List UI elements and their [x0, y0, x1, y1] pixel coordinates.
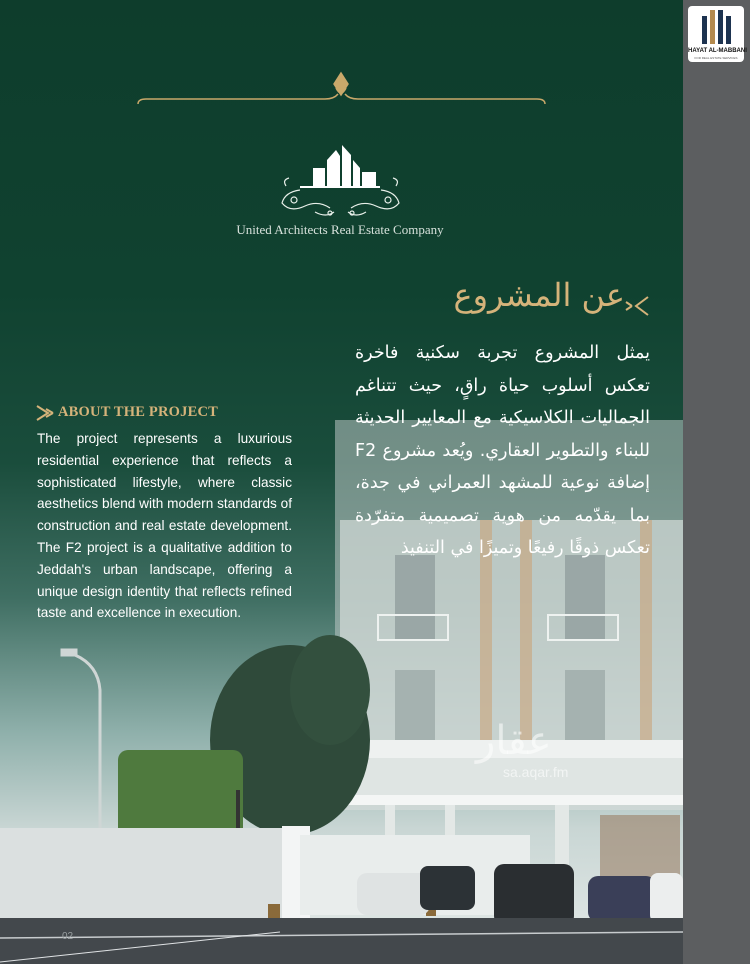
page-number: 02 [62, 931, 74, 942]
arabic-section-title: عن المشروع [453, 276, 625, 314]
gold-arrow-icon [626, 297, 648, 315]
brand-logo [688, 6, 747, 62]
watermark-arabic: عقار [476, 718, 552, 764]
logo-text: HAYAT AL-MABBANI [688, 48, 747, 54]
english-section-title: ABOUT THE PROJECT [58, 404, 218, 420]
arabic-section-body: يمثل المشروع تجربة سكنية فاخرة تعكس أسلوب حياة راقٍ، حيث تتناغم الجماليات الكلاسيكية مع المعايير الحديثة للبناء والتطوير العقاري. ويُعد مشروع F2 إضافة نوعية للمشهد العمراني في جدة، بما يقدّمه من هوية تصميمية متفرّدة تعكس ذوقًا رفيعًا وتميزًا في التنفيذ [355, 343, 650, 558]
company-name: United Architects Real Estate Company [236, 222, 444, 237]
side-panel [683, 0, 750, 964]
building-logo-icon [688, 6, 744, 50]
logo-flourish [282, 178, 399, 215]
gold-arrow-icon [37, 406, 53, 420]
top-ornament [138, 73, 545, 104]
english-section-body: The project represents a luxurious residential experience that reflects a sophisticated lifestyle, where classic aesthetics blend with modern standards of construction and real estate development. The F2 project is a qualitative addition to Jeddah's urban landscape, offering a unique design identity that reflects refined taste and excellence in execution. [37, 431, 292, 621]
logo-subtext: FOR REAL ESTATE SERVICES [694, 56, 738, 60]
road [0, 918, 683, 964]
watermark-url: sa.aqar.fm [503, 764, 569, 780]
building-logo-icon [300, 145, 380, 188]
